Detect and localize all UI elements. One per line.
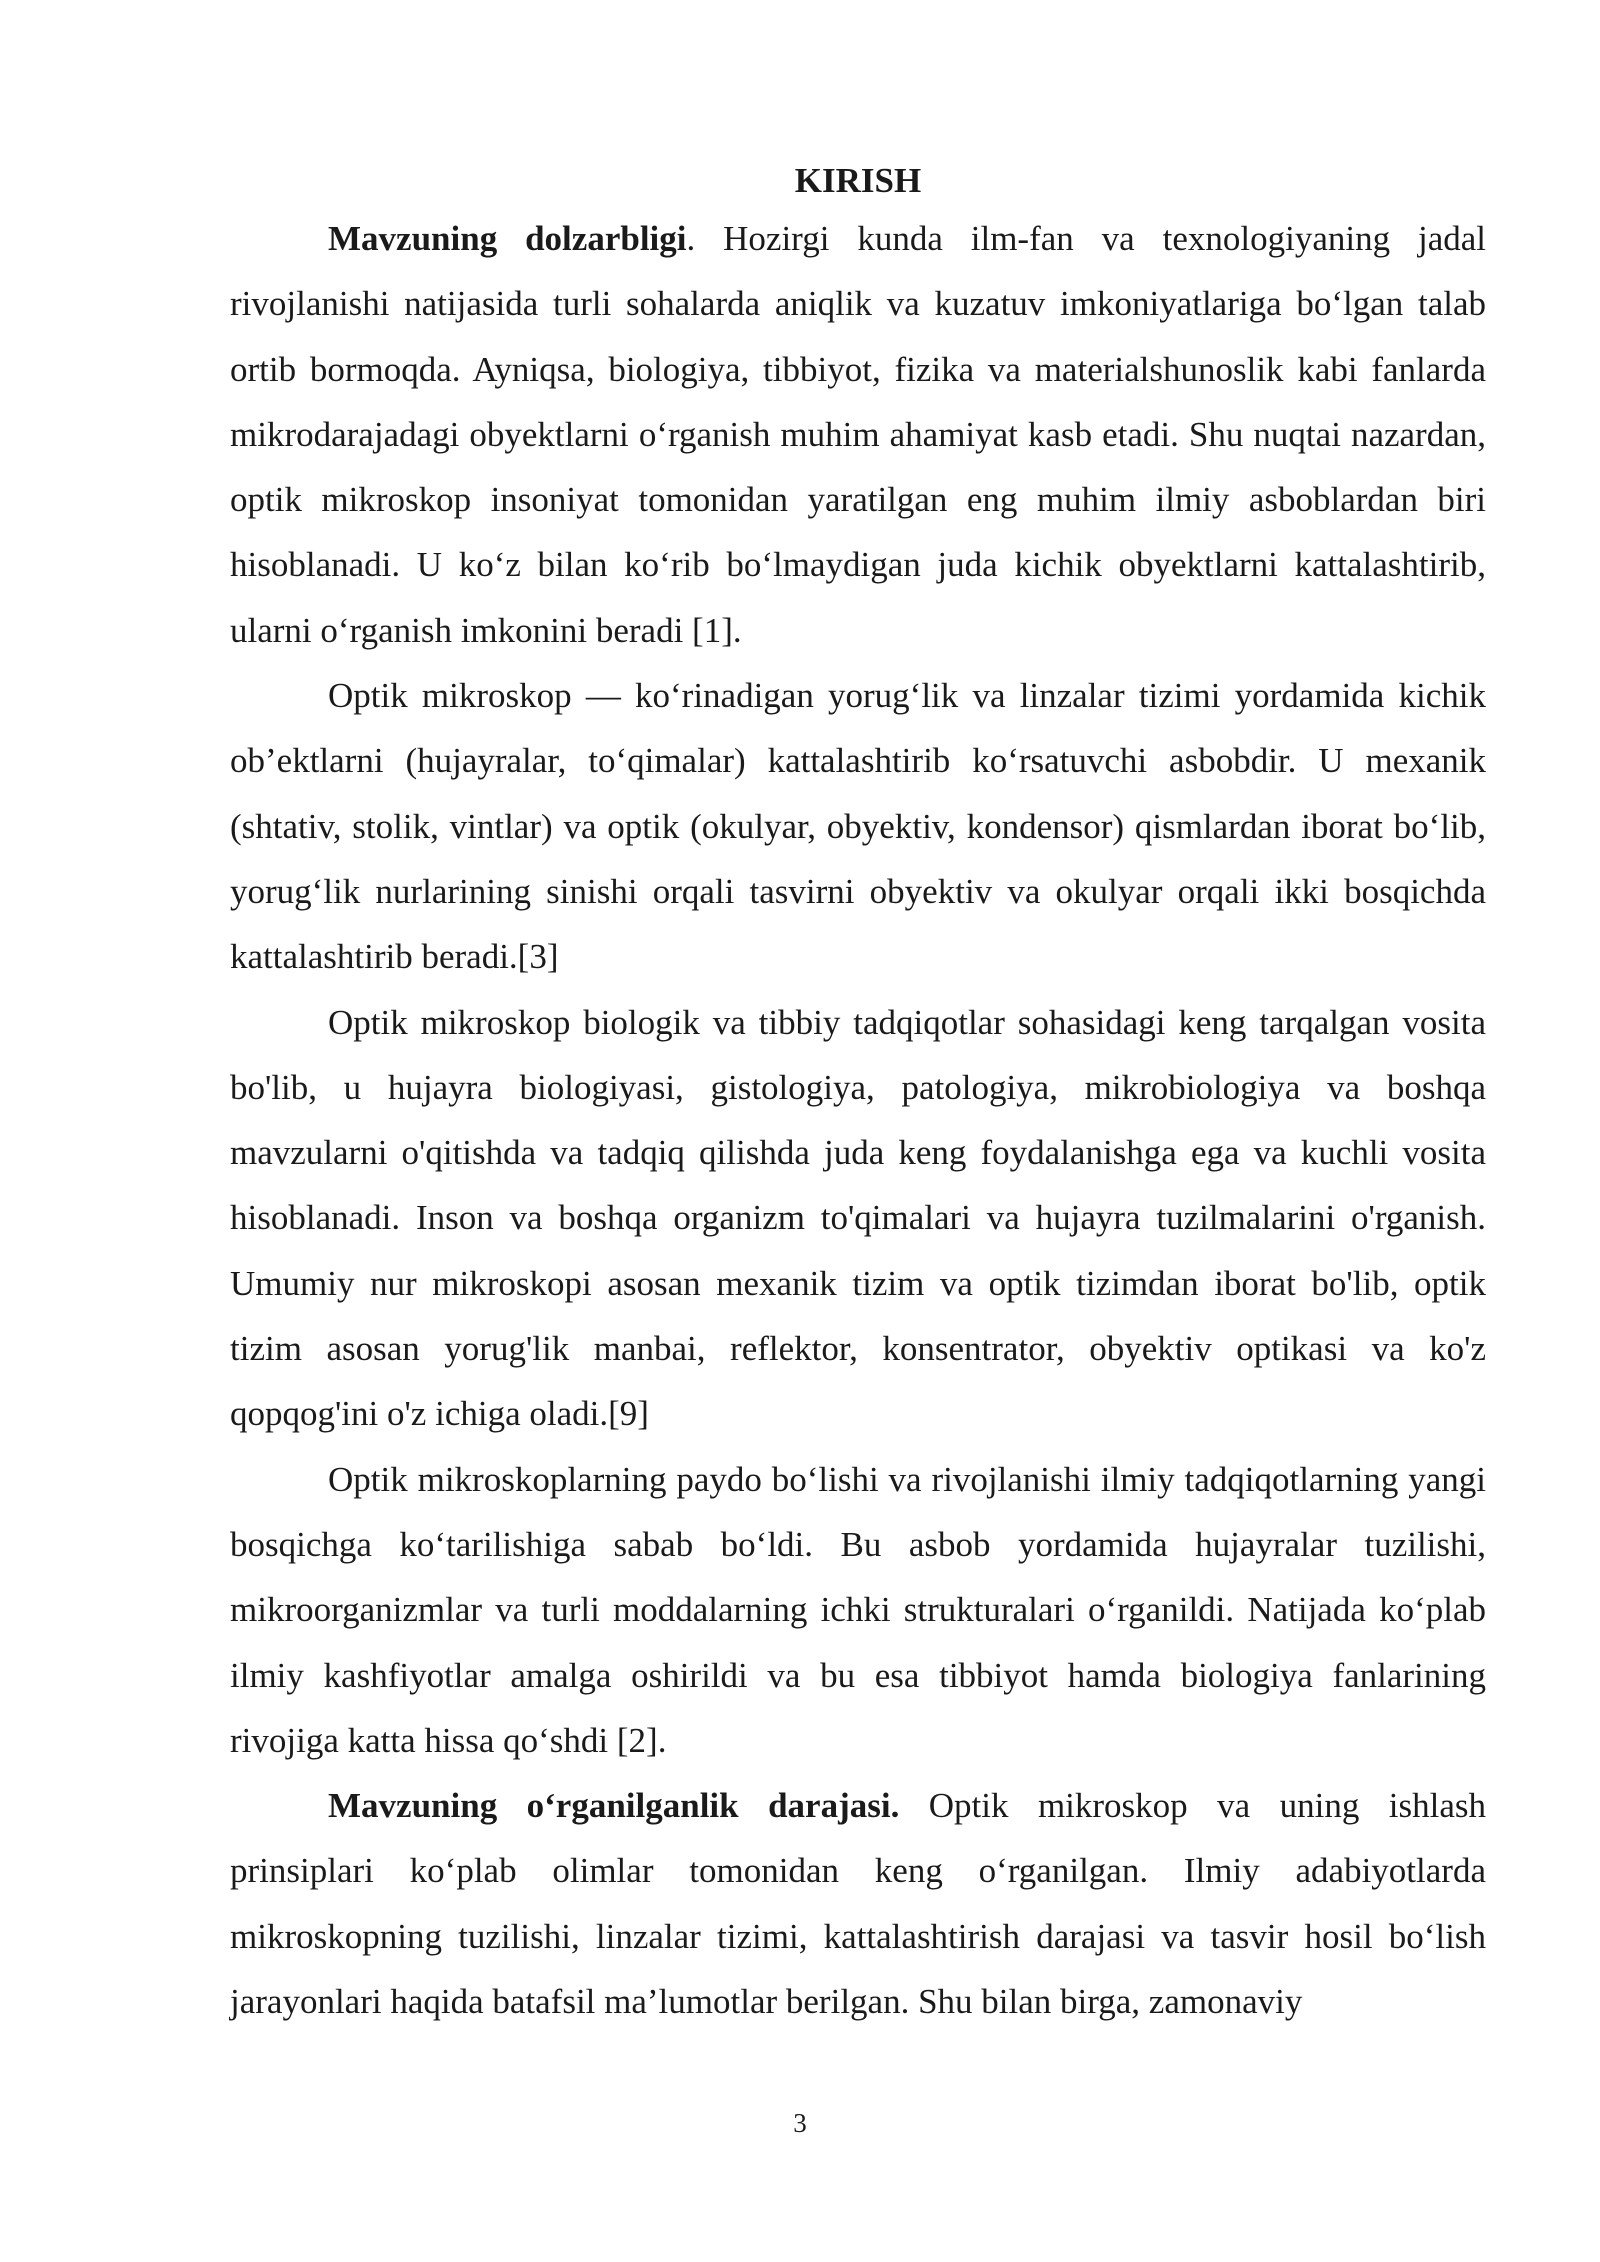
page-number: 3 [793,2108,807,2138]
paragraph-lead-punctuation: . [686,219,696,258]
paragraph-text: Optik mikroskoplarning paydo boʻlishi va rivojlanishi ilmiy tadqiqotlarning yangi bosqichga koʻtarilishiga sabab boʻldi. Bu asbob yordamida hujayralar tuzilishi, mikroorganizmlar va turli moddalarning ichki strukturalari oʻrganildi. Natijada koʻplab ilmiy kashfiyotlar amalga oshirildi va bu esa tibbiyot hamda biologiya fanlarining rivojiga katta hissa qoʻshdi [2]. [230,1459,1486,1760]
page-content [230,148,1486,2034]
section-title: KIRISH [794,161,922,200]
paragraph-history [230,1447,1486,1773]
paragraph-text: Optik mikroskop biologik va tibbiy tadqiqotlar sohasidagi keng tarqalgan vosita bo'lib, u hujayra biologiyasi, gistologiya, patologiya, mikrobiologiya va boshqa mavzularni o'qitishda va tadqiq qilishda juda keng foydalanishga ega va kuchli vosita hisoblanadi. Inson va boshqa organizm to'qimalari va hujayra tuzilmalarini o'rganish. Umumiy nur mikroskopi asosan mexanik tizim va optik tizimdan iborat bo'lib, optik tizim asosan yorug'lik manbai, reflektor, konsentrator, obyektiv optikasi va ko'z qopqog'ini o'z ichiga oladi.[9] [230,1002,1486,1434]
paragraph-relevance [230,206,1486,663]
paragraph-applications [230,990,1486,1447]
paragraph-study-level [230,1773,1486,2034]
paragraph-lead-heading: Mavzuning dolzarbligi [328,219,687,258]
paragraph-text: Hozirgi kunda ilm-fan va texnologiyaning jadal rivojlanishi natijasida turli sohalarda aniqlik va kuzatuv imkoniyatlariga boʻlgan talab ortib bormoqda. Ayniqsa, biologiya, tibbiyot, fizika va materialshunoslik kabi fanlarda mikrodarajadagi obyektlarni oʻrganish muhim ahamiyat kasb etadi. Shu nuqtai nazardan, optik mikroskop insoniyat tomonidan yaratilgan eng muhim ilmiy asboblardan biri hisoblanadi. U koʻz bilan koʻrib boʻlmaydigan juda kichik obyektlarni kattalashtirib, ularni oʻrganish imkonini beradi [1]. [230,219,1486,650]
paragraph-text: Optik mikroskop va uning ishlash prinsiplari koʻplab olimlar tomonidan keng oʻrganilgan. Ilmiy adabiyotlarda mikroskopning tuzilishi, linzalar tizimi, kattalashtirish darajasi va tasvir hosil boʻlish jarayonlari haqida batafsil ma’lumotlar berilgan. Shu bilan birga, zamonaviy [230,1786,1487,2022]
paragraph-definition [230,663,1486,989]
paragraph-lead-heading: Mavzuning oʻrganilganlik darajasi. [328,1786,900,1826]
paragraph-text: Optik mikroskop — koʻrinadigan yorugʻlik va linzalar tizimi yordamida kichik ob’ektlarni (hujayralar, toʻqimalar) kattalashtirib koʻrsatuvchi asbobdir. U mexanik (shtativ, stolik, vintlar) va optik (okulyar, obyektiv, kondensor) qismlardan iborat boʻlib, yorugʻlik nurlarining sinishi orqali tasvirni obyektiv va okulyar orqali ikki bosqichda kattalashtirib beradi.[3] [230,676,1486,977]
